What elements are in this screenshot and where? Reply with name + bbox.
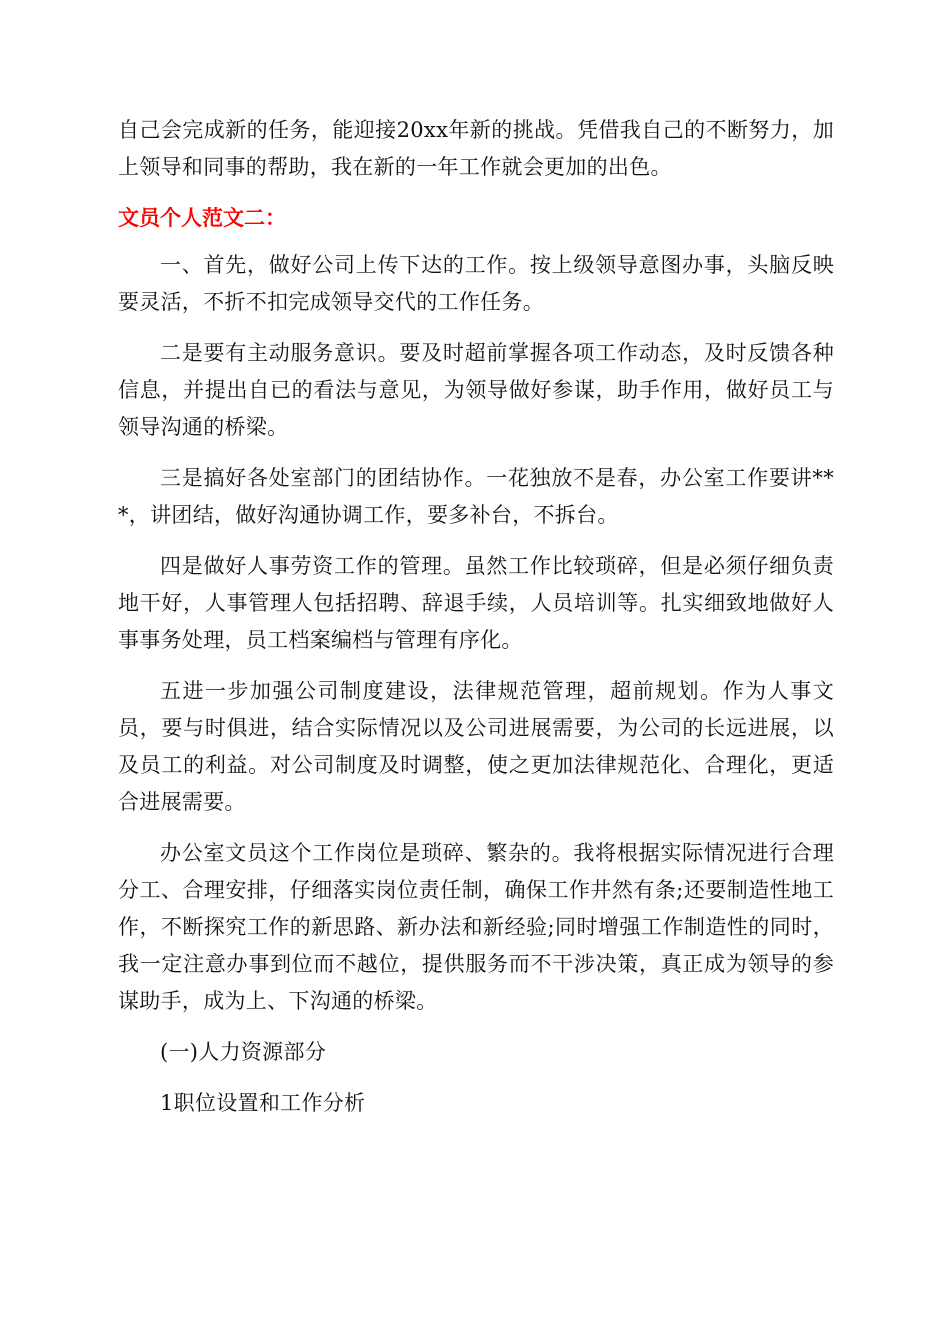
paragraph-3: 三是搞好各处室部门的团结协作。一花独放不是春，办公室工作要讲***，讲团结，做好沟通协调工作，要多补台，不拆台。 <box>118 466 834 527</box>
paragraph-2: 二是要有主动服务意识。要及时超前掌握各项工作动态，及时反馈各种信息，并提出自已的看法与意见，为领导做好参谋，助手作用，做好员工与领导沟通的桥梁。 <box>118 341 834 439</box>
paragraph-6: 办公室文员这个工作岗位是琐碎、繁杂的。我将根据实际情况进行合理分工、合理安排，仔细落实岗位责任制，确保工作井然有条;还要制造性地工作，不断探究工作的新思路、新办法和新经验;同时增强工作制造性的同时，我一定注意办事到位而不越位，提供服务而不干涉决策，真正成为领导的参谋助手，成为上、下沟通的桥梁。 <box>118 841 834 1013</box>
document-body <box>118 112 834 1122</box>
paragraph-4: 四是做好人事劳资工作的管理。虽然工作比较琐碎，但是必须仔细负责地干好，人事管理人包括招聘、辞退手续，人员培训等。扎实细致地做好人事事务处理，员工档案编档与管理有序化。 <box>118 554 834 652</box>
paragraph-5: 五进一步加强公司制度建设，法律规范管理，超前规划。作为人事文员，要与时俱进，结合实际情况以及公司进展需要，为公司的长远进展，以及员工的利益。对公司制度及时调整，使之更加法律规范化、合理化，更适合进展需要。 <box>118 679 834 814</box>
subheading-position-analysis: 1职位设置和工作分析 <box>160 1091 366 1115</box>
intro-paragraph: 自己会完成新的任务，能迎接20xx年新的挑战。凭借我自己的不断努力，加上领导和同事的帮助，我在新的一年工作就会更加的出色。 <box>118 118 834 179</box>
section-heading: 文员个人范文二： <box>118 206 286 230</box>
subheading-hr-section: (一)人力资源部分 <box>160 1040 327 1064</box>
paragraph-1: 一、首先，做好公司上传下达的工作。按上级领导意图办事，头脑反映要灵活，不折不扣完成领导交代的工作任务。 <box>118 253 834 314</box>
